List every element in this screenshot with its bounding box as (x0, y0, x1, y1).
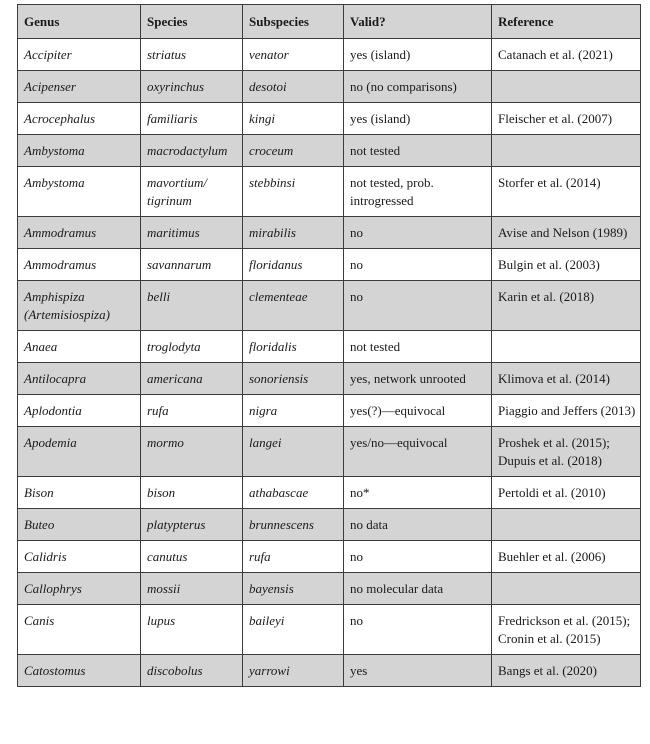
subspecies-cell: kingi (243, 103, 344, 135)
species-cell: mormo (141, 427, 243, 477)
species-cell: belli (141, 281, 243, 331)
table-row (18, 281, 641, 331)
genus-cell: Acipenser (18, 71, 141, 103)
genus-cell: Ambystoma (18, 167, 141, 217)
table-row (18, 331, 641, 363)
table-row (18, 103, 641, 135)
subspecies-cell: clementeae (243, 281, 344, 331)
subspecies-cell: brunnescens (243, 509, 344, 541)
genus-cell: Ammodramus (18, 217, 141, 249)
species-cell: discobolus (141, 655, 243, 687)
genus-cell: Catostomus (18, 655, 141, 687)
reference-cell: Avise and Nelson (1989) (492, 217, 641, 249)
valid-cell: not tested (344, 135, 492, 167)
species-cell: savannarum (141, 249, 243, 281)
valid-cell: no data (344, 509, 492, 541)
genus-cell: Bison (18, 477, 141, 509)
subspecies-cell: floridanus (243, 249, 344, 281)
reference-cell: Storfer et al. (2014) (492, 167, 641, 217)
reference-cell: Proshek et al. (2015); Dupuis et al. (2018) (492, 427, 641, 477)
valid-cell: no molecular data (344, 573, 492, 605)
species-cell: americana (141, 363, 243, 395)
reference-cell: Catanach et al. (2021) (492, 39, 641, 71)
species-cell: mossii (141, 573, 243, 605)
valid-cell: not tested, prob. introgressed (344, 167, 492, 217)
valid-cell: yes/no—equivocal (344, 427, 492, 477)
table-row (18, 427, 641, 477)
valid-cell: no (344, 605, 492, 655)
table-row (18, 71, 641, 103)
subspecies-cell: rufa (243, 541, 344, 573)
valid-cell: no* (344, 477, 492, 509)
valid-cell: yes (island) (344, 103, 492, 135)
species-cell: lupus (141, 605, 243, 655)
valid-cell: no (344, 281, 492, 331)
reference-cell: Klimova et al. (2014) (492, 363, 641, 395)
genus-cell: Callophrys (18, 573, 141, 605)
genus-cell: Anaea (18, 331, 141, 363)
table-row (18, 573, 641, 605)
table-row (18, 477, 641, 509)
table-row (18, 167, 641, 217)
reference-cell (492, 135, 641, 167)
valid-cell: no (344, 541, 492, 573)
reference-cell: Bulgin et al. (2003) (492, 249, 641, 281)
subspecies-cell: yarrowi (243, 655, 344, 687)
table-row (18, 655, 641, 687)
table-row (18, 395, 641, 427)
species-cell: bison (141, 477, 243, 509)
table-body (18, 39, 641, 687)
species-cell: macrodactylum (141, 135, 243, 167)
genus-cell: Buteo (18, 509, 141, 541)
header-species: Species (141, 5, 243, 39)
subspecies-cell: nigra (243, 395, 344, 427)
reference-cell (492, 71, 641, 103)
species-cell: maritimus (141, 217, 243, 249)
valid-cell: not tested (344, 331, 492, 363)
species-cell: canutus (141, 541, 243, 573)
genus-cell: Accipiter (18, 39, 141, 71)
reference-cell (492, 573, 641, 605)
header-valid: Valid? (344, 5, 492, 39)
reference-cell: Karin et al. (2018) (492, 281, 641, 331)
reference-cell (492, 331, 641, 363)
table-row (18, 217, 641, 249)
reference-cell: Fleischer et al. (2007) (492, 103, 641, 135)
subspecies-cell: athabascae (243, 477, 344, 509)
valid-cell: yes (island) (344, 39, 492, 71)
reference-cell: Bangs et al. (2020) (492, 655, 641, 687)
subspecies-validity-table (17, 4, 641, 687)
genus-cell: Apodemia (18, 427, 141, 477)
table-row (18, 363, 641, 395)
subspecies-cell: venator (243, 39, 344, 71)
genus-cell: Calidris (18, 541, 141, 573)
subspecies-cell: baileyi (243, 605, 344, 655)
subspecies-cell: floridalis (243, 331, 344, 363)
genus-cell: Amphispiza (Artemisiospiza) (18, 281, 141, 331)
valid-cell: yes(?)—equivocal (344, 395, 492, 427)
species-cell: mavortium/ tigrinum (141, 167, 243, 217)
valid-cell: no (no comparisons) (344, 71, 492, 103)
table-row (18, 509, 641, 541)
subspecies-cell: stebbinsi (243, 167, 344, 217)
genus-cell: Ambystoma (18, 135, 141, 167)
reference-cell (492, 509, 641, 541)
table-row (18, 39, 641, 71)
table-row (18, 249, 641, 281)
table-row (18, 135, 641, 167)
header-genus: Genus (18, 5, 141, 39)
valid-cell: no (344, 249, 492, 281)
table-row (18, 605, 641, 655)
table-row (18, 541, 641, 573)
subspecies-cell: mirabilis (243, 217, 344, 249)
reference-cell: Piaggio and Jeffers (2013) (492, 395, 641, 427)
genus-cell: Ammodramus (18, 249, 141, 281)
species-cell: platypterus (141, 509, 243, 541)
header-row (18, 5, 641, 39)
genus-cell: Canis (18, 605, 141, 655)
valid-cell: yes (344, 655, 492, 687)
header-subspecies: Subspecies (243, 5, 344, 39)
subspecies-cell: desotoi (243, 71, 344, 103)
species-cell: striatus (141, 39, 243, 71)
subspecies-cell: sonoriensis (243, 363, 344, 395)
reference-cell: Fredrickson et al. (2015); Cronin et al. (2015) (492, 605, 641, 655)
genus-cell: Acrocephalus (18, 103, 141, 135)
subspecies-cell: langei (243, 427, 344, 477)
genus-cell: Antilocapra (18, 363, 141, 395)
species-cell: oxyrinchus (141, 71, 243, 103)
valid-cell: no (344, 217, 492, 249)
header-reference: Reference (492, 5, 641, 39)
reference-cell: Buehler et al. (2006) (492, 541, 641, 573)
genus-cell: Aplodontia (18, 395, 141, 427)
subspecies-cell: bayensis (243, 573, 344, 605)
valid-cell: yes, network unrooted (344, 363, 492, 395)
subspecies-cell: croceum (243, 135, 344, 167)
species-cell: rufa (141, 395, 243, 427)
reference-cell: Pertoldi et al. (2010) (492, 477, 641, 509)
species-cell: familiaris (141, 103, 243, 135)
species-cell: troglodyta (141, 331, 243, 363)
